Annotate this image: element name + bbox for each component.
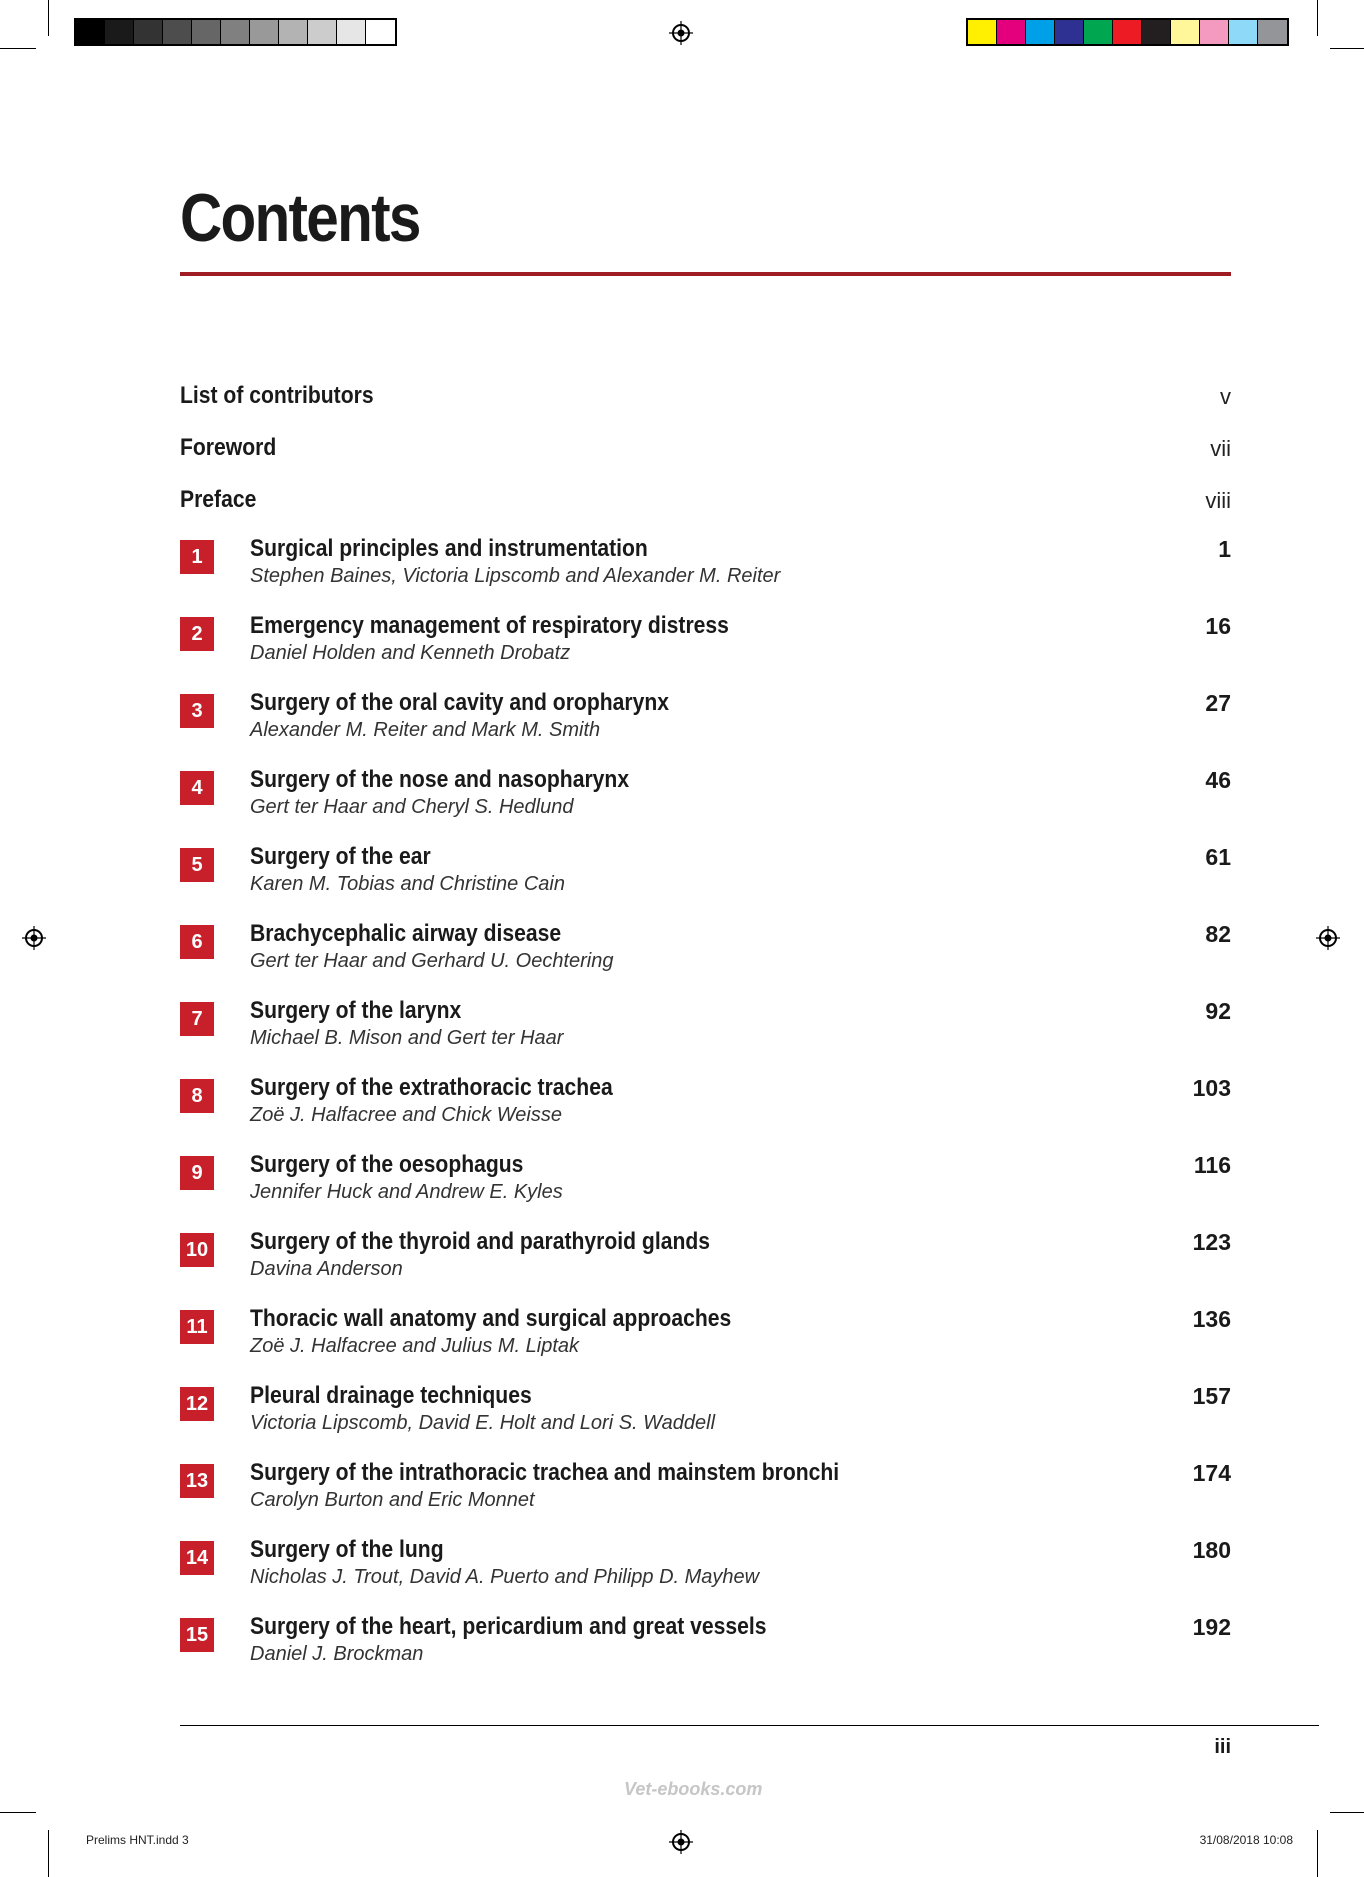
gray-swatch (279, 20, 308, 44)
chapter-row (180, 1227, 1231, 1304)
chapter-title: Surgery of the thyroid and parathyroid glands (250, 1228, 711, 1255)
chapter-number-badge: 15 (180, 1618, 214, 1652)
chapter-title: Surgery of the nose and nasopharynx (250, 766, 630, 793)
gray-swatch (366, 20, 395, 44)
chapter-number-badge: 2 (180, 617, 214, 651)
crop-mark (0, 48, 36, 49)
chapter-row (180, 1535, 1231, 1612)
chapter-number-badge: 6 (180, 925, 214, 959)
front-matter-row (180, 482, 1231, 534)
color-swatch (1258, 20, 1287, 44)
watermark: Vet-ebooks.com (624, 1779, 763, 1799)
chapter-page: 157 (1192, 1383, 1231, 1409)
chapter-page: 1 (1218, 536, 1231, 562)
chapter-authors: Daniel J. Brockman (250, 1643, 424, 1665)
gray-swatch (134, 20, 163, 44)
registration-mark-icon (22, 926, 46, 950)
chapter-title: Surgery of the heart, pericardium and great vessels (250, 1613, 767, 1640)
chapter-page: 82 (1205, 921, 1231, 947)
crop-mark (1330, 1812, 1364, 1813)
registration-mark-icon (669, 1830, 693, 1854)
color-swatch (997, 20, 1026, 44)
chapter-title: Surgery of the oesophagus (250, 1151, 524, 1178)
chapter-row (180, 1304, 1231, 1381)
gray-swatch (192, 20, 221, 44)
chapter-authors: Davina Anderson (250, 1258, 403, 1280)
chapter-authors: Nicholas J. Trout, David A. Puerto and Philipp D. Mayhew (250, 1566, 760, 1588)
footer-rule (180, 1725, 1319, 1726)
color-swatch (1084, 20, 1113, 44)
chapter-page: 136 (1192, 1306, 1231, 1332)
crop-mark (1330, 48, 1364, 49)
crop-mark (1317, 0, 1318, 36)
front-matter-label: Preface (180, 486, 257, 513)
title-rule (180, 272, 1231, 276)
chapter-row (180, 688, 1231, 765)
chapter-row (180, 996, 1231, 1073)
crop-mark (0, 1812, 36, 1813)
chapter-row (180, 842, 1231, 919)
chapter-title: Brachycephalic airway disease (250, 920, 562, 947)
chapter-authors: Victoria Lipscomb, David E. Holt and Lori S. Waddell (250, 1412, 716, 1434)
chapter-number-badge: 12 (180, 1387, 214, 1421)
chapter-page: 61 (1205, 844, 1231, 870)
chapter-authors: Karen M. Tobias and Christine Cain (250, 873, 565, 895)
front-matter-page: vii (1210, 436, 1231, 461)
front-matter-row (180, 378, 1231, 430)
chapter-authors: Daniel Holden and Kenneth Drobatz (250, 642, 571, 664)
color-swatch (1142, 20, 1171, 44)
chapter-page: 174 (1192, 1460, 1231, 1486)
front-matter-label: List of contributors (180, 382, 374, 409)
chapter-row (180, 534, 1231, 611)
chapter-text (250, 996, 563, 1050)
print-timestamp: 31/08/2018 10:08 (1199, 1833, 1293, 1847)
chapter-authors: Stephen Baines, Victoria Lipscomb and Alexander M. Reiter (250, 565, 781, 587)
chapter-authors: Michael B. Mison and Gert ter Haar (250, 1027, 564, 1049)
chapter-number-badge: 5 (180, 848, 214, 882)
chapter-title: Surgical principles and instrumentation (250, 535, 648, 562)
chapter-list (180, 534, 1231, 1689)
chapter-text (250, 1535, 759, 1589)
chapter-number-badge: 7 (180, 1002, 214, 1036)
gray-swatch (221, 20, 250, 44)
chapter-number-badge: 14 (180, 1541, 214, 1575)
gray-swatch (105, 20, 134, 44)
color-swatch (1200, 20, 1229, 44)
chapter-title: Thoracic wall anatomy and surgical approaches (250, 1305, 732, 1332)
table-of-contents (180, 378, 1231, 1689)
chapter-authors: Zoë J. Halfacree and Julius M. Liptak (250, 1335, 580, 1357)
chapter-text (250, 1227, 773, 1281)
chapter-number-badge: 13 (180, 1464, 214, 1498)
color-swatch (1229, 20, 1258, 44)
chapter-row (180, 1612, 1231, 1689)
chapter-page: 180 (1192, 1537, 1231, 1563)
chapter-text (250, 534, 780, 588)
chapter-text (250, 1150, 563, 1204)
chapter-authors: Zoë J. Halfacree and Chick Weisse (250, 1104, 562, 1126)
chapter-authors: Gert ter Haar and Gerhard U. Oechtering (250, 950, 614, 972)
chapter-title: Surgery of the intrathoracic trachea and mainstem bronchi (250, 1459, 840, 1486)
chapter-text (250, 842, 565, 896)
chapter-row (180, 1458, 1231, 1535)
chapter-title: Surgery of the lung (250, 1536, 444, 1563)
file-slug: Prelims HNT.indd 3 (86, 1833, 189, 1847)
chapter-title: Surgery of the ear (250, 843, 431, 870)
chapter-number-badge: 9 (180, 1156, 214, 1190)
gray-swatch (163, 20, 192, 44)
chapter-row (180, 1073, 1231, 1150)
chapter-authors: Gert ter Haar and Cheryl S. Hedlund (250, 796, 574, 818)
chapter-number-badge: 8 (180, 1079, 214, 1113)
registration-mark-icon (1316, 926, 1340, 950)
chapter-text (250, 919, 614, 973)
chapter-number-badge: 1 (180, 540, 214, 574)
chapter-text (250, 1073, 662, 1127)
front-matter-row (180, 430, 1231, 482)
chapter-title: Pleural drainage techniques (250, 1382, 532, 1409)
chapter-authors: Alexander M. Reiter and Mark M. Smith (250, 719, 601, 741)
color-swatch (1055, 20, 1084, 44)
chapter-page: 123 (1192, 1229, 1231, 1255)
chapter-page: 27 (1205, 690, 1231, 716)
chapter-page: 103 (1192, 1075, 1231, 1101)
chapter-page: 16 (1205, 613, 1231, 639)
front-matter-page: viii (1205, 488, 1231, 513)
gray-swatch (337, 20, 366, 44)
chapter-title: Surgery of the extrathoracic trachea (250, 1074, 613, 1101)
crop-mark (1317, 1830, 1318, 1877)
chapter-title: Surgery of the oral cavity and oropharynx (250, 689, 669, 716)
chapter-row (180, 765, 1231, 842)
chapter-title: Emergency management of respiratory distress (250, 612, 729, 639)
gray-swatch (76, 20, 105, 44)
chapter-number-badge: 3 (180, 694, 214, 728)
chapter-row (180, 1150, 1231, 1227)
color-swatch (1026, 20, 1055, 44)
process-color-bar (966, 18, 1289, 46)
chapter-text (250, 1612, 837, 1666)
gray-swatch (250, 20, 279, 44)
chapter-text (250, 1381, 715, 1435)
front-matter-label: Foreword (180, 434, 277, 461)
front-matter-page: v (1220, 384, 1231, 409)
chapter-row (180, 611, 1231, 688)
chapter-title: Surgery of the larynx (250, 997, 462, 1024)
chapter-page: 92 (1205, 998, 1231, 1024)
chapter-text (250, 688, 726, 742)
color-swatch (1171, 20, 1200, 44)
page-title: Contents (180, 180, 420, 256)
grayscale-color-bar (74, 18, 397, 46)
crop-mark (48, 0, 49, 36)
front-matter-list (180, 378, 1231, 534)
chapter-authors: Jennifer Huck and Andrew E. Kyles (250, 1181, 563, 1203)
chapter-number-badge: 10 (180, 1233, 214, 1267)
chapter-row (180, 919, 1231, 996)
crop-mark (48, 1830, 49, 1877)
chapter-text (250, 1304, 797, 1358)
chapter-number-badge: 11 (180, 1310, 214, 1344)
chapter-number-badge: 4 (180, 771, 214, 805)
chapter-page: 192 (1192, 1614, 1231, 1640)
chapter-page: 46 (1205, 767, 1231, 793)
color-swatch (968, 20, 997, 44)
chapter-authors: Carolyn Burton and Eric Monnet (250, 1489, 535, 1511)
chapter-row (180, 1381, 1231, 1458)
chapter-text (250, 1458, 920, 1512)
chapter-page: 116 (1193, 1152, 1231, 1178)
chapter-text (250, 611, 794, 665)
page-number: iii (1214, 1736, 1231, 1758)
color-swatch (1113, 20, 1142, 44)
chapter-text (250, 765, 681, 819)
gray-swatch (308, 20, 337, 44)
registration-mark-icon (669, 21, 693, 45)
